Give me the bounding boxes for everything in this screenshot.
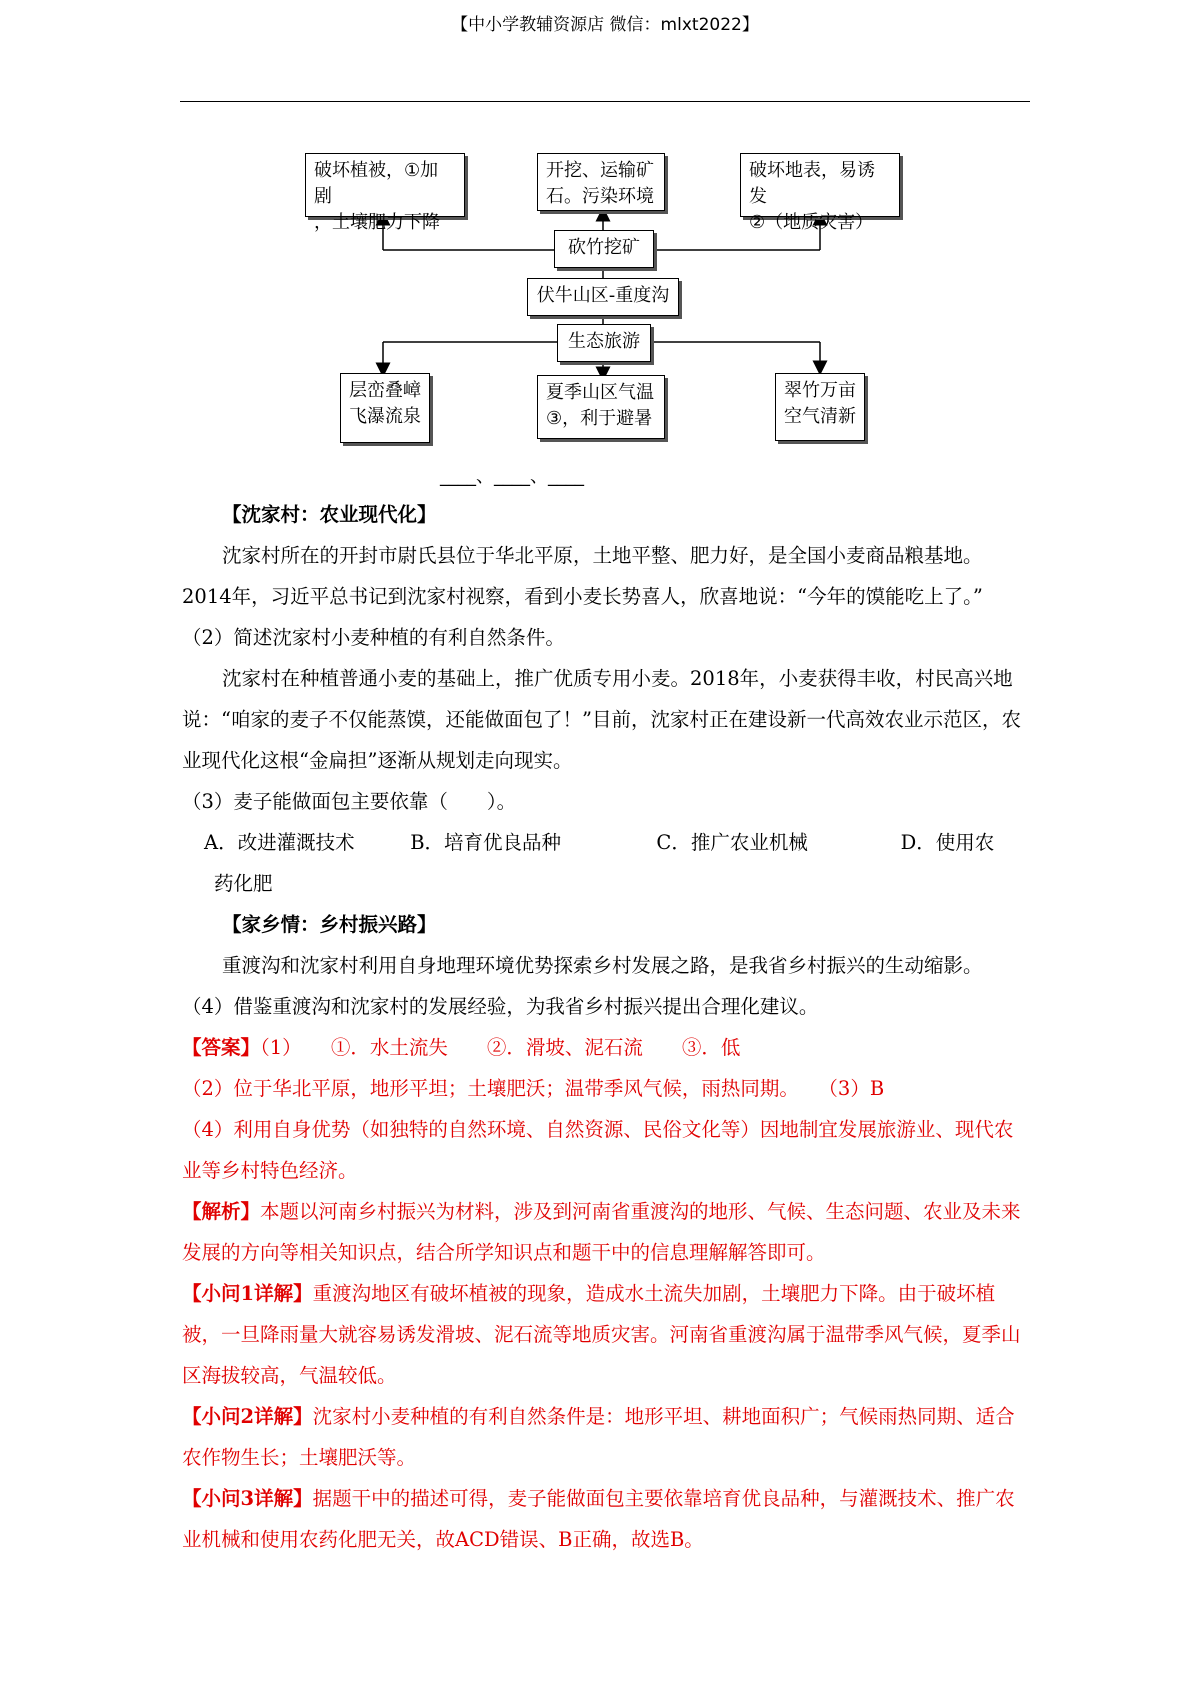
box-mining-pollution: 开挖、运输矿 石。污染环境 bbox=[537, 153, 665, 211]
box-summer-temperature: 夏季山区气温 ③，利于避暑 bbox=[537, 375, 665, 439]
question-2: （2）简述沈家村小麦种植的有利自然条件。 bbox=[182, 626, 565, 649]
analysis: 【解析】本题以河南乡村振兴为材料，涉及到河南省重渡沟的地形、气候、生态问题、农业及未来发展的方向等相关知识点，结合所学知识点和题干中的信息理解解答即可。 bbox=[182, 1200, 1021, 1264]
question-4: （4）借鉴重渡沟和沈家村的发展经验，为我省乡村振兴提出合理化建议。 bbox=[182, 995, 819, 1018]
paragraph-shenjia-2: 沈家村在种植普通小麦的基础上，推广优质专用小麦。2018年，小麦获得丰收，村民高兴地说：“咱家的麦子不仅能蒸馍，还能做面包了！”目前，沈家村正在建设新一代高效农业示范区，农业现代化这根“金扁担”逐渐从规划走向现实。 bbox=[182, 667, 1021, 772]
answer-line-1: 【答案】（1） ①．水土流失 ②．滑坡、泥石流 ③．低 bbox=[182, 1036, 741, 1059]
paragraph-shenjia-1: 沈家村所在的开封市尉氏县位于华北平原，土地平整、肥力好，是全国小麦商品粮基地。2014年，习近平总书记到沈家村视察，看到小麦长势喜人，欣喜地说：“今年的馍能吃上了。” bbox=[182, 544, 983, 608]
box-scenery: 层峦叠嶂 飞瀑流泉 bbox=[340, 373, 430, 443]
option-b: B．培育优良品种 bbox=[410, 831, 562, 854]
detail-2: 【小问2详解】沈家村小麦种植的有利自然条件是：地形平坦、耕地面积广；气候雨热同期、适合农作物生长；土壤肥沃等。 bbox=[182, 1405, 1015, 1469]
answer-line-2: （2）位于华北平原，地形平坦；土壤肥沃；温带季风气候，雨热同期。 （3）B bbox=[182, 1077, 885, 1100]
section-title-hometown: 【家乡情：乡村振兴路】 bbox=[222, 913, 437, 936]
answer-blanks: ____、____、____ bbox=[440, 466, 584, 487]
flow-diagram bbox=[0, 0, 1200, 480]
detail-3-label: 【小问3详解】 bbox=[182, 1487, 313, 1510]
option-d-part2: 药化肥 bbox=[214, 872, 273, 895]
analysis-label: 【解析】 bbox=[182, 1200, 261, 1223]
page-header: 【中小学教辅资源店 微信：mlxt2022】 bbox=[451, 15, 759, 35]
detail-3: 【小问3详解】据题干中的描述可得，麦子能做面包主要依靠培育优良品种，与灌溉技术、推广农业机械和使用农药化肥无关，故ACD错误、B正确，故选B。 bbox=[182, 1487, 1015, 1551]
section-title-shenjia: 【沈家村：农业现代化】 bbox=[222, 503, 437, 526]
box-vegetation-damage: 破坏植被，①加剧 ，土壤肥力下降 bbox=[305, 153, 465, 217]
box-bamboo-mining: 砍竹挖矿 bbox=[554, 230, 654, 268]
option-d-part1: D．使用农 bbox=[900, 831, 995, 854]
detail-1-label: 【小问1详解】 bbox=[182, 1282, 313, 1305]
question-body bbox=[182, 494, 1032, 1560]
paragraph-hometown: 重渡沟和沈家村利用自身地理环境优势探索乡村发展之路，是我省乡村振兴的生动缩影。 bbox=[222, 954, 983, 977]
box-geologic-hazard: 破坏地表，易诱发 ②（地质灾害） bbox=[740, 153, 900, 217]
option-c: C．推广农业机械 bbox=[656, 831, 808, 854]
box-bamboo-air: 翠竹万亩 空气清新 bbox=[775, 373, 865, 441]
answer-label: 【答案】 bbox=[182, 1036, 261, 1059]
question-3: （3）麦子能做面包主要依靠（ ）。 bbox=[182, 790, 517, 813]
answer-line-3: （4）利用自身优势（如独特的自然环境、自然资源、民俗文化等）因地制宜发展旅游业、现代农业等乡村特色经济。 bbox=[182, 1118, 1014, 1182]
box-funiu-mountain: 伏牛山区-重度沟 bbox=[527, 278, 679, 316]
detail-1: 【小问1详解】重渡沟地区有破坏植被的现象，造成水土流失加剧，土壤肥力下降。由于破坏植被，一旦降雨量大就容易诱发滑坡、泥石流等地质灾害。河南省重渡沟属于温带季风气候，夏季山区海拔较高，气温较低。 bbox=[182, 1282, 1021, 1387]
option-a: A．改进灌溉技术 bbox=[204, 831, 355, 854]
detail-2-label: 【小问2详解】 bbox=[182, 1405, 313, 1428]
question-3-options bbox=[182, 822, 1032, 863]
box-eco-tourism: 生态旅游 bbox=[557, 324, 651, 362]
